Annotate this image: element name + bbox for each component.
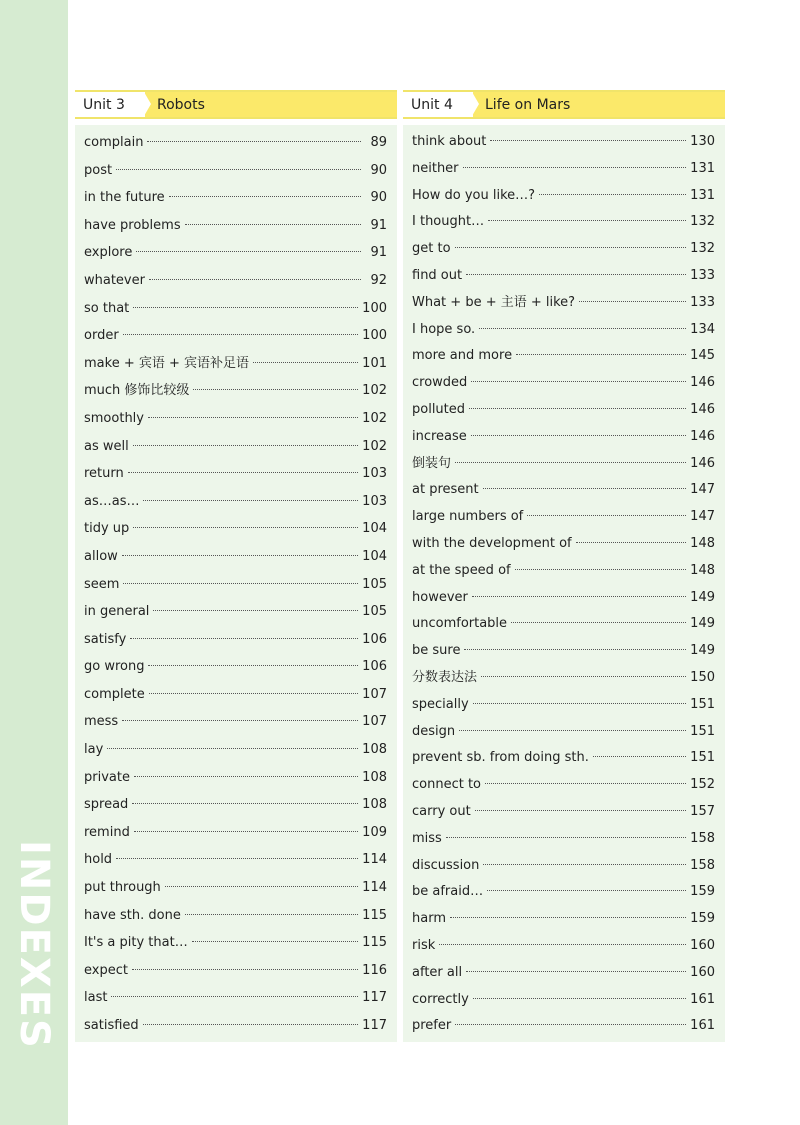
index-entry [412, 987, 715, 1014]
index-entry [84, 460, 387, 488]
page-number: 159 [690, 911, 715, 927]
index-entry [412, 745, 715, 772]
index-entry [84, 212, 387, 240]
index-entry [84, 819, 387, 847]
index-entry [84, 129, 387, 157]
dot-leader [123, 334, 359, 335]
page-number: 146 [690, 428, 715, 444]
index-term: remind [84, 824, 130, 840]
index-entry [412, 183, 715, 210]
index-entry [84, 846, 387, 874]
page-number: 108 [362, 769, 387, 785]
index-term: have sth. done [84, 907, 181, 923]
page-number: 116 [362, 962, 387, 978]
page-number: 104 [362, 548, 387, 564]
index-entry [412, 209, 715, 236]
index-entry [412, 343, 715, 370]
index-entry [412, 397, 715, 424]
dot-leader [133, 527, 358, 528]
page-number: 133 [690, 267, 715, 283]
dot-leader [511, 622, 686, 623]
index-term: order [84, 328, 119, 344]
index-term: make + 宾语 + 宾语补足语 [84, 355, 250, 371]
page-number: 146 [690, 401, 715, 417]
page-number: 115 [362, 935, 387, 951]
index-term: be sure [412, 643, 461, 659]
page-number: 109 [362, 824, 387, 840]
index-term: mess [84, 714, 119, 730]
page-number: 133 [690, 294, 715, 310]
index-entry [84, 295, 387, 323]
page-number: 145 [690, 348, 715, 364]
index-entry [412, 826, 715, 853]
index-entry [412, 585, 715, 612]
index-term: uncomfortable [412, 616, 508, 632]
side-label: INDEXES [11, 840, 57, 1050]
dot-leader [193, 389, 358, 390]
page-number: 151 [690, 750, 715, 766]
page-number: 131 [690, 160, 715, 176]
index-term: think about [412, 134, 487, 149]
dot-leader [192, 941, 358, 942]
index-term: private [84, 769, 130, 785]
dot-leader [576, 542, 687, 543]
index-term: lay [84, 742, 104, 758]
index-term: complete [84, 686, 145, 702]
index-term: get to [412, 241, 451, 257]
page-number: 151 [690, 723, 715, 739]
index-term: have problems [84, 217, 181, 233]
index-term: whatever [84, 272, 145, 288]
index-term: specially [412, 696, 469, 712]
index-entry [412, 451, 715, 478]
index-entry [84, 515, 387, 543]
index-term: seem [84, 576, 120, 592]
page-number: 147 [690, 482, 715, 498]
dot-leader [185, 224, 361, 225]
index-term: return [84, 466, 124, 482]
dot-leader [483, 864, 686, 865]
page-number: 100 [362, 328, 387, 344]
index-term: polluted [412, 401, 466, 417]
unit-4-header [403, 90, 725, 119]
page-number: 117 [362, 1018, 387, 1033]
index-term: What + be + 主语 + like? [412, 294, 576, 310]
index-entry [412, 424, 715, 451]
index-entry [412, 638, 715, 665]
page-number: 90 [370, 190, 387, 206]
index-entry [84, 350, 387, 378]
page-number: 132 [690, 241, 715, 257]
dot-leader [466, 971, 686, 972]
index-term: however [412, 589, 468, 605]
index-entry [412, 879, 715, 906]
dot-leader [485, 783, 686, 784]
index-entry [84, 184, 387, 212]
index-term: allow [84, 548, 118, 564]
index-term: go wrong [84, 659, 145, 675]
page-number: 151 [690, 696, 715, 712]
index-term: It's a pity that… [84, 935, 188, 951]
page-number: 150 [690, 669, 715, 685]
page-number: 89 [370, 135, 387, 150]
dot-leader [130, 638, 358, 639]
page-number: 91 [370, 217, 387, 233]
index-term: carry out [412, 803, 471, 819]
index-term: in general [84, 604, 150, 620]
index-entry [412, 504, 715, 531]
index-entry [412, 290, 715, 317]
side-strip [0, 0, 68, 1125]
dot-leader [253, 362, 358, 363]
dot-leader [487, 890, 686, 891]
dot-leader [149, 279, 361, 280]
dot-leader [471, 435, 686, 436]
index-entry [84, 598, 387, 626]
page-number: 103 [362, 466, 387, 482]
page-number: 106 [362, 659, 387, 675]
index-entry [412, 799, 715, 826]
page-number: 104 [362, 521, 387, 537]
page-number: 157 [690, 803, 715, 819]
dot-leader [593, 756, 686, 757]
index-term: explore [84, 245, 133, 261]
index-entry [84, 874, 387, 902]
index-entry [412, 236, 715, 263]
page-number: 103 [362, 493, 387, 509]
index-entry [84, 267, 387, 295]
index-term: discussion [412, 857, 480, 873]
index-term: neither [412, 160, 459, 176]
dot-leader [539, 194, 686, 195]
index-term: 分数表达法 [412, 669, 478, 685]
dot-leader [516, 354, 686, 355]
index-term: satisfy [84, 631, 127, 647]
dot-leader [479, 328, 686, 329]
unit-3-column [75, 90, 397, 1042]
index-term: post [84, 162, 113, 178]
dot-leader [579, 301, 686, 302]
dot-leader [165, 886, 358, 887]
page-number: 147 [690, 509, 715, 525]
dot-leader [527, 515, 686, 516]
dot-leader [481, 676, 686, 677]
dot-leader [473, 703, 687, 704]
index-entry [412, 317, 715, 344]
dot-leader [123, 583, 358, 584]
dot-leader [475, 810, 686, 811]
index-term: I thought… [412, 214, 485, 230]
page-number: 105 [362, 604, 387, 620]
page-number: 131 [690, 187, 715, 203]
index-term: How do you like…? [412, 187, 536, 203]
index-entry [412, 370, 715, 397]
index-term: prefer [412, 1018, 452, 1034]
page-number: 132 [690, 214, 715, 230]
index-entry [412, 933, 715, 960]
dot-leader [107, 748, 358, 749]
unit-3-index-list [75, 125, 397, 1042]
page-number: 108 [362, 742, 387, 758]
index-entry [84, 322, 387, 350]
dot-leader [459, 730, 686, 731]
index-term: design [412, 723, 456, 739]
index-term: after all [412, 964, 463, 980]
page-number: 92 [370, 272, 387, 288]
page-number: 160 [690, 937, 715, 953]
index-term: I hope so. [412, 321, 476, 337]
dot-leader [128, 472, 358, 473]
page-number: 115 [362, 907, 387, 923]
index-entry [412, 772, 715, 799]
dot-leader [133, 307, 358, 308]
index-entry [412, 853, 715, 880]
index-entry [412, 477, 715, 504]
page-number: 158 [690, 857, 715, 873]
index-term: last [84, 990, 108, 1006]
page-number: 107 [362, 714, 387, 730]
dot-leader [134, 831, 358, 832]
page-number: 102 [362, 438, 387, 454]
dot-leader [122, 720, 358, 721]
page-number: 134 [690, 321, 715, 337]
dot-leader [169, 196, 361, 197]
page-number: 100 [362, 300, 387, 316]
dot-leader [469, 408, 686, 409]
dot-leader [455, 247, 687, 248]
index-term: harm [412, 911, 446, 927]
index-entry [84, 405, 387, 433]
dot-leader [116, 169, 361, 170]
index-entry [412, 906, 715, 933]
index-entry [84, 681, 387, 709]
dot-leader [450, 917, 686, 918]
index-entry [84, 653, 387, 681]
index-term: be afraid… [412, 884, 484, 900]
unit-number: Unit 4 [403, 92, 473, 117]
index-term: crowded [412, 375, 468, 391]
page-number: 106 [362, 631, 387, 647]
dot-leader [143, 500, 358, 501]
index-entry [84, 764, 387, 792]
index-entry [412, 263, 715, 290]
index-entry [84, 791, 387, 819]
page-number: 160 [690, 964, 715, 980]
page-number: 101 [362, 355, 387, 371]
page-number: 105 [362, 576, 387, 592]
index-term: more and more [412, 348, 513, 364]
index-entry [84, 902, 387, 930]
index-term: large numbers of [412, 509, 524, 525]
index-term: 倒装句 [412, 455, 452, 471]
dot-leader [153, 610, 358, 611]
dot-leader [147, 141, 361, 142]
dot-leader [466, 274, 686, 275]
dot-leader [133, 445, 358, 446]
index-term: prevent sb. from doing sth. [412, 750, 589, 766]
unit-title: Life on Mars [473, 92, 725, 117]
index-term: as well [84, 438, 129, 454]
index-entry [84, 239, 387, 267]
dot-leader [111, 996, 358, 997]
unit-title: Robots [145, 92, 397, 117]
dot-leader [116, 858, 358, 859]
dot-leader [472, 596, 686, 597]
page-number: 102 [362, 383, 387, 399]
page-number: 148 [690, 562, 715, 578]
index-entry [84, 433, 387, 461]
index-entry [412, 129, 715, 156]
dot-leader [143, 1024, 359, 1025]
index-entry [84, 984, 387, 1012]
index-term: so that [84, 300, 130, 316]
index-term: complain [84, 135, 144, 150]
page-number: 90 [370, 162, 387, 178]
index-entry [84, 626, 387, 654]
page-number: 161 [690, 1018, 715, 1034]
index-term: increase [412, 428, 467, 444]
index-term: as…as… [84, 493, 140, 509]
index-term: connect to [412, 777, 482, 793]
page-number: 91 [370, 245, 387, 261]
index-term: risk [412, 937, 436, 953]
dot-leader [471, 381, 686, 382]
page-number: 117 [362, 990, 387, 1006]
unit-4-index-list [403, 125, 725, 1042]
page-number: 152 [690, 777, 715, 793]
index-term: satisfied [84, 1018, 139, 1033]
page-number: 161 [690, 991, 715, 1007]
page-number: 148 [690, 535, 715, 551]
index-entry [412, 1013, 715, 1040]
dot-leader [464, 649, 686, 650]
dot-leader [473, 998, 686, 999]
index-term: at the speed of [412, 562, 511, 578]
index-entry [412, 719, 715, 746]
dot-leader [483, 488, 687, 489]
index-entry [412, 692, 715, 719]
page-number: 146 [690, 375, 715, 391]
page-number: 158 [690, 830, 715, 846]
dot-leader [455, 462, 686, 463]
index-entry [84, 157, 387, 185]
dot-leader [455, 1024, 686, 1025]
index-term: find out [412, 267, 463, 283]
index-term: spread [84, 797, 129, 813]
dot-leader [439, 944, 686, 945]
page-number: 149 [690, 643, 715, 659]
index-term: miss [412, 830, 442, 846]
index-entry [412, 558, 715, 585]
index-entry [412, 960, 715, 987]
index-term: hold [84, 852, 113, 868]
index-term: in the future [84, 190, 165, 206]
page-number: 102 [362, 410, 387, 426]
dot-leader [136, 251, 361, 252]
index-entry [412, 156, 715, 183]
dot-leader [149, 693, 358, 694]
index-entry [84, 377, 387, 405]
dot-leader [463, 167, 687, 168]
dot-leader [488, 220, 686, 221]
page-number: 114 [362, 852, 387, 868]
index-term: much 修饰比较级 [84, 383, 190, 399]
index-entry [84, 488, 387, 516]
unit-number: Unit 3 [75, 92, 145, 117]
index-term: expect [84, 962, 128, 978]
dot-leader [490, 140, 686, 141]
dot-leader [134, 776, 358, 777]
index-entry [84, 543, 387, 571]
page-number: 114 [362, 880, 387, 896]
index-entry [84, 957, 387, 985]
dot-leader [446, 837, 686, 838]
index-term: with the development of [412, 535, 572, 551]
index-term: tidy up [84, 521, 130, 537]
dot-leader [132, 969, 358, 970]
index-entry [412, 665, 715, 692]
page-number: 146 [690, 455, 715, 471]
index-entry [412, 531, 715, 558]
dot-leader [132, 803, 358, 804]
page-number: 107 [362, 686, 387, 702]
index-entry [84, 708, 387, 736]
dot-leader [148, 665, 358, 666]
dot-leader [515, 569, 687, 570]
unit-4-column [403, 90, 725, 1042]
page-number: 108 [362, 797, 387, 813]
page-number: 159 [690, 884, 715, 900]
index-term: smoothly [84, 410, 144, 426]
dot-leader [148, 417, 358, 418]
page-number: 130 [690, 134, 715, 149]
unit-3-header [75, 90, 397, 119]
index-entry [84, 571, 387, 599]
index-term: correctly [412, 991, 469, 1007]
index-term: at present [412, 482, 479, 498]
dot-leader [185, 914, 358, 915]
index-entry [84, 1012, 387, 1040]
index-entry [412, 611, 715, 638]
page-number: 149 [690, 616, 715, 632]
dot-leader [122, 555, 358, 556]
index-entry [84, 929, 387, 957]
index-entry [84, 736, 387, 764]
page-number: 149 [690, 589, 715, 605]
index-term: put through [84, 880, 161, 896]
